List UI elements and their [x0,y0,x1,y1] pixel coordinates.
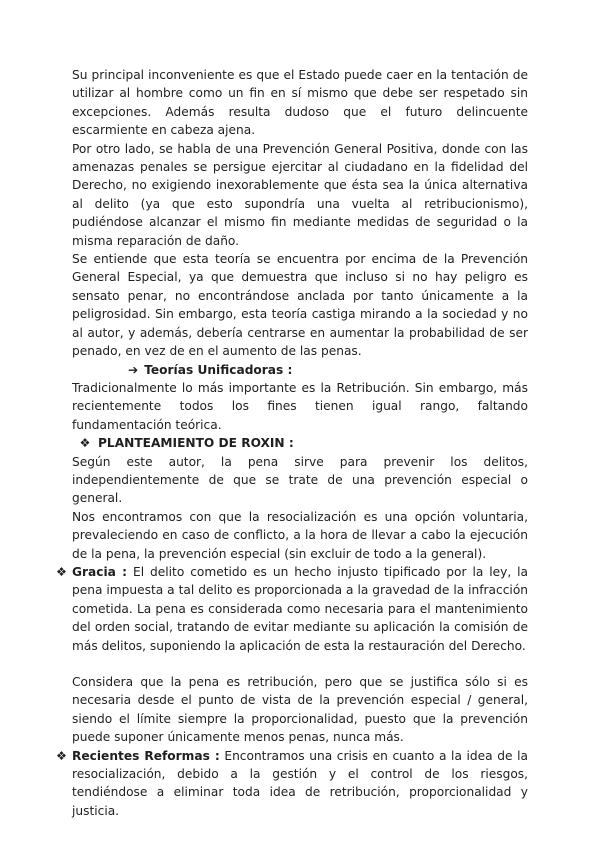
heading-teorias-unificadoras [72,361,528,379]
diamond-bullet-icon: ❖ [56,748,67,763]
bullet-recientes-reformas [56,747,528,821]
paragraph-tradicionalmente: Tradicionalmente lo más importante es la Retribución. Sin embargo, más recientemente todos los fines tienen igual rango, faltando fundamentación teórica. [72,380,528,432]
paragraph-prevencion-general-positiva: Por otro lado, se habla de una Prevención General Positiva, donde con las amenazas penales se persigue ejercitar al ciudadano en la fidelidad del Derecho, no exigiendo inexorablemente que ésta sea la única alternativa al delito (ya que esto supondría una vuelta al retribucionismo), pudiéndose alcanzar el mismo fin mediante medidas de seguridad o la misma reparación de daño. [72,141,528,248]
heading-roxin-text: PLANTEAMIENTO DE ROXIN : [98,436,294,451]
heading-teorias-text: Teorías Unificadoras : [144,362,293,377]
paragraph-resocializacion: Nos encontramos con que la resocialización es una opción voluntaria, prevaleciendo en caso de conflicto, a la hora de llevar a cabo la ejecución de la pena, la prevención especial (sin excluir de todo a la general). [72,509,528,561]
reformas-text: Encontramos una crisis en cuanto a la idea de la resocialización, debido a la gestión y el control de los riesgos, tendiéndose a eliminar toda idea de retribución, proporcionalidad y justicia. [72,748,528,818]
arrow-icon: ➔ [128,362,139,377]
spacer [72,655,528,673]
gracia-text: El delito cometido es un hecho injusto tipificado por la ley, la pena impuesta a tal delito es proporcionada a la gravedad de la infracción cometida. La pena es considerada como necesaria para el mantenimiento del orden social, tratando de evitar mediante su aplicación la comisión de más delitos, suponiendo la aplicación de esta la restauración del Derecho. [72,564,529,653]
paragraph-segun-autor: Según este autor, la pena sirve para prevenir los delitos, independientemente de que se trate de una prevención especial o general. [72,454,528,506]
heading-planteamiento-roxin [72,434,528,452]
paragraph-considera: Considera que la pena es retribución, pero que se justifica sólo si es necesaria desde el punto de vista de la prevención especial / general, siendo el límite siempre la proporcionalidad, puesto que la prevención puede suponer únicamente menos penas, nunca más. [72,675,528,745]
diamond-bullet-icon: ❖ [56,564,67,579]
text-column [56,66,529,820]
gracia-label: Gracia : [72,564,128,579]
reformas-label: Recientes Reformas : [72,748,220,763]
diamond-bullet-icon: ❖ [79,436,91,451]
bullet-gracia [56,563,529,655]
paragraph-teoria-comparacion: Se entiende que esta teoría se encuentra por encima de la Prevención General Especial, ya que demuestra que incluso si no hay peligro es sensato penar, no encontrándose anclada por tanto únicamente a la peligrosidad. Sin embargo, esta teoría castiga mirando a la sociedad y no al autor, y además, debería centrarse en aumentar la probabilidad de ser penado, en vez de en el aumento de las penas. [72,252,528,359]
paragraph-inconveniente: Su principal inconveniente es que el Estado puede caer en la tentación de utilizar al hombre como un fin en sí mismo que debe ser respetado sin excepciones. Además resulta dudoso que el futuro delincuente escarmiente en cabeza ajena. [72,68,528,138]
